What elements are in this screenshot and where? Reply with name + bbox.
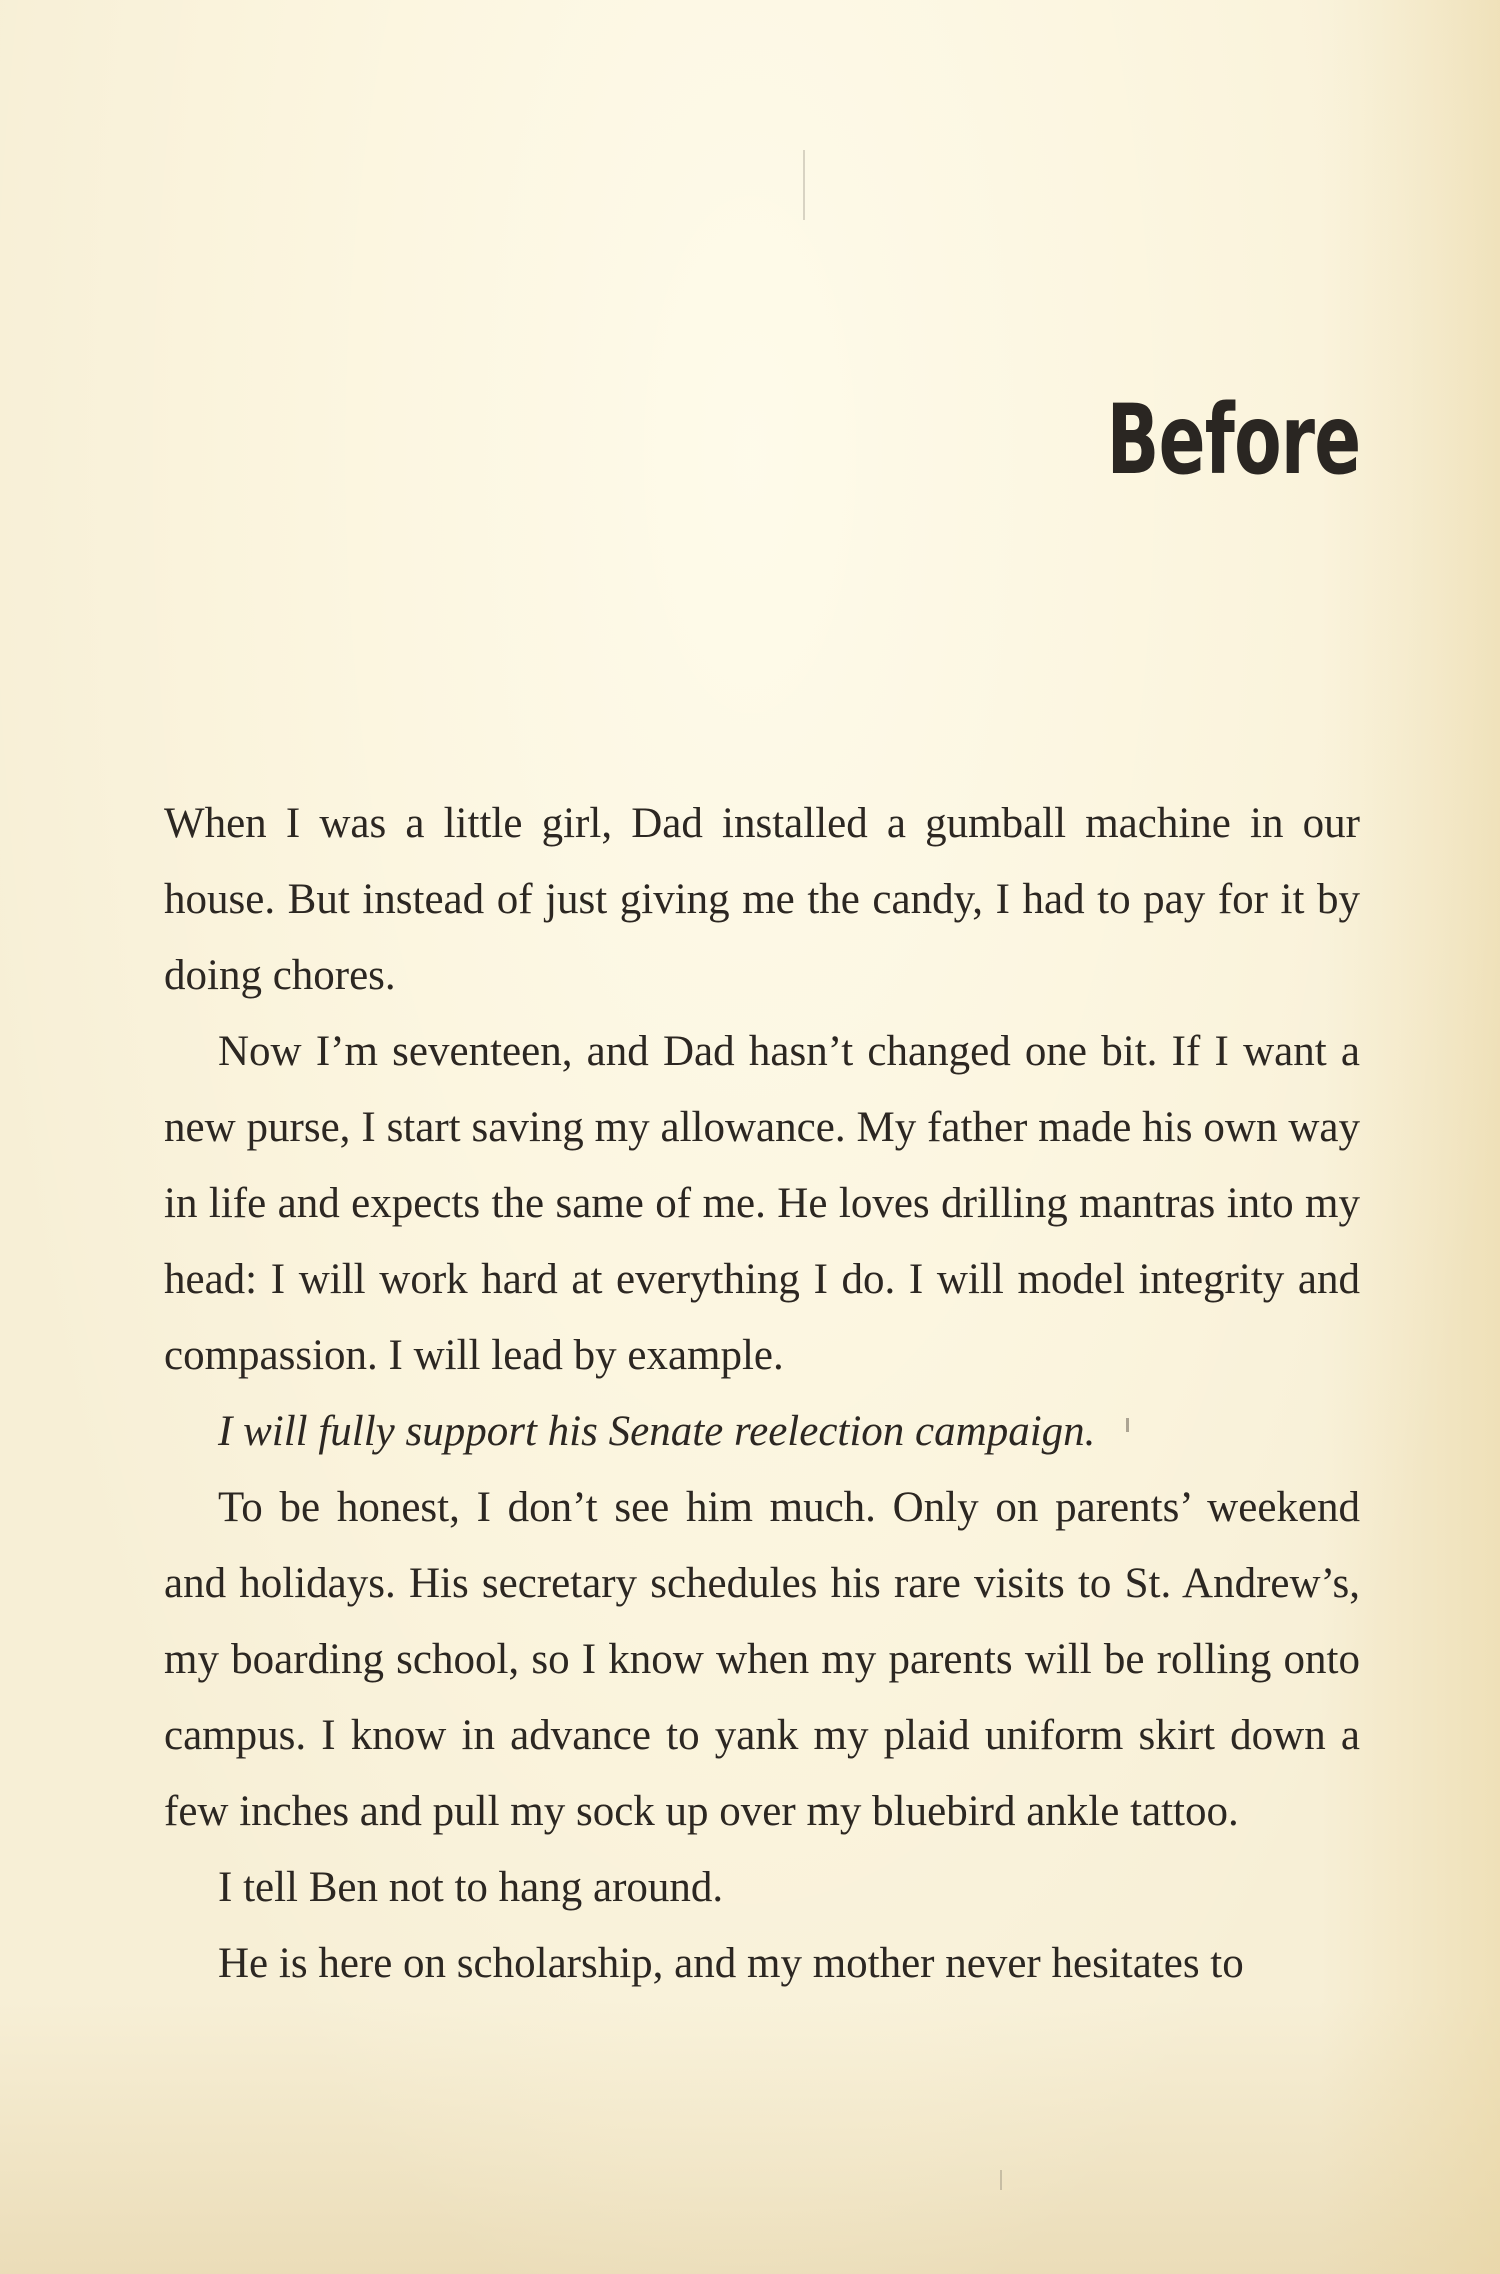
paragraph: I tell Ben not to hang around. — [218, 1864, 724, 1911]
paragraph: To be honest, I don’t see him much. Only on parents’ weekend and holidays. His secretary schedules his rare visits to St. Andrew’s, my boarding school, so I know when my parents will be rolling onto campus. I know in advance to yank my plaid uniform skirt down a few inches and pull my sock up over my bluebird ankle tattoo. — [164, 1484, 1360, 1835]
paper-speck — [803, 150, 805, 220]
paragraph: When I was a little girl, Dad installed a gumball machine in our house. But instead of just giving me the candy, I had to pay for it by doing chores. — [164, 800, 1360, 999]
paper-speck — [1000, 2170, 1002, 2190]
chapter-body — [164, 786, 1360, 2002]
paragraph: Now I’m seventeen, and Dad hasn’t changed one bit. If I want a new purse, I start saving my allowance. My father made his own way in life and expects the same of me. He loves drilling mantras into my head: I will work hard at everything I do. I will model integrity and compassion. I will lead by example. — [164, 1028, 1360, 1379]
paragraph-italic: I will fully support his Senate reelection campaign. — [218, 1408, 1096, 1455]
paragraph: He is here on scholarship, and my mother never hesitates to — [218, 1940, 1244, 1987]
chapter-title: Before — [1106, 384, 1360, 496]
